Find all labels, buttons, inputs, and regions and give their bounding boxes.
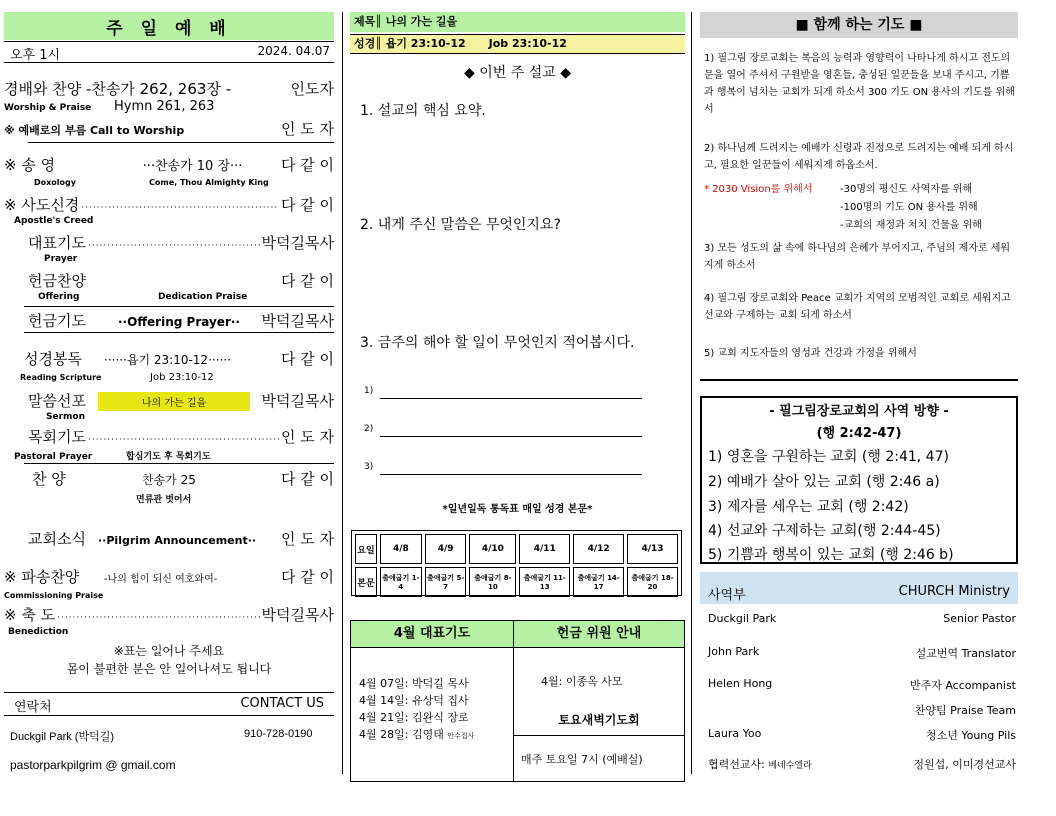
missionary-row: 협력선교사: 베네수엘라	[708, 758, 812, 771]
ministry-label-en: CHURCH Ministry	[898, 584, 1010, 599]
vision-item: -30명의 평신도 사역자를 위해	[840, 184, 973, 195]
order-item: Prayer	[44, 254, 78, 264]
reading-text-row: 본문 출애굽기 1-4 출애굽기 5-7 출애굽기 8-10 출애굽기 11-13 출애굽기 14-17 출애굽기 18-20	[355, 567, 678, 597]
reading-row-label: 요일	[355, 534, 377, 564]
column-divider-2	[691, 12, 692, 774]
question-2: 2. 내게 주신 말씀은 무엇인지요?	[360, 217, 561, 233]
sermon-header: ◆ 이번 주 설교 ◆	[464, 65, 571, 81]
staff-name: Duckgil Park	[708, 612, 777, 625]
order-item: 대표기도 ····· 박덕길목사	[4, 232, 334, 253]
order-item: Doxology Come, Thou Almighty King	[34, 178, 269, 187]
worship-title: 주 일 예 배	[4, 12, 334, 40]
divider	[28, 142, 334, 143]
staff-name: Helen Hong	[708, 677, 773, 690]
order-item: 헌금찬양 다 같 이	[28, 272, 334, 290]
contact-bar	[4, 692, 334, 716]
order-item: 헌금기도 ··Offering Prayer·· 박덕길목사	[28, 312, 334, 330]
contact-name: Duckgil Park (박덕길)	[10, 731, 115, 743]
reading-row-label: 본문	[355, 567, 377, 597]
direction-item: 3) 제자를 세우는 교회 (행 2:42)	[708, 499, 909, 515]
order-item: ※ 사도신경 ····· 다 같 이	[4, 194, 334, 215]
usher-title: 헌금 위원 안내	[514, 621, 684, 648]
staff-role: 찬양팀 Praise Team	[914, 704, 1016, 717]
answer-line-2[interactable]	[380, 436, 642, 437]
order-item: Benediction	[8, 627, 69, 637]
order-item: Offering Dedication Praise	[38, 292, 248, 302]
prayer-roster-item: 4월 28일: 김영태 안수집사	[359, 728, 475, 741]
prayer-roster-item: 4월 14일: 유상덕 집사	[359, 694, 469, 707]
reading-date-row: 요일 4/8 4/9 4/10 4/11 4/12 4/13	[355, 534, 678, 564]
reading-title: *일년일독 통독표 매일 성경 본문*	[442, 504, 593, 515]
question-1: 1. 설교의 핵심 요약.	[360, 103, 486, 119]
direction-item: 4) 선교와 구제하는 교회(행 2:44-45)	[708, 523, 941, 539]
divider	[24, 332, 334, 333]
divider	[24, 463, 334, 464]
prayer-roster-item: 4월 07일: 박덕길 목사	[359, 677, 469, 690]
order-item: ※ 예배로의 부름 Call to Worship 인 도 자	[4, 120, 334, 138]
april-box	[350, 620, 685, 782]
staff-name: Laura Yoo	[708, 727, 762, 740]
order-item: 목회기도 ····· 인 도 자	[4, 426, 334, 447]
time-date-bar	[4, 41, 334, 63]
direction-item: 1) 영혼을 구원하는 교회 (행 2:41, 47)	[708, 449, 949, 465]
usher-info: 4월: 이종옥 사모	[541, 675, 623, 688]
prayer-roster-item: 4월 21일: 김완식 장로	[359, 711, 469, 724]
contact-phone: 910-728-0190	[244, 728, 313, 740]
missionary-names: 정원섭, 이미경선교사	[913, 758, 1016, 771]
worship-column	[4, 12, 334, 782]
reading-table	[352, 531, 681, 600]
ministry-label-ko: 사역부	[708, 588, 746, 603]
direction-ref: (행 2:42-47)	[816, 426, 902, 441]
direction-item: 2) 예배가 살아 있는 교회 (행 2:46 a)	[708, 474, 940, 490]
question-3: 3. 금주의 해야 할 일이 무엇인지 적어봅시다.	[360, 335, 635, 351]
answer-line-3[interactable]	[380, 474, 642, 475]
prayer-title: ■ 함께 하는 기도 ■	[700, 12, 1018, 38]
order-item: Worship & Praise Hymn 261, 263	[4, 99, 215, 114]
order-item: 찬 양 찬송가 25 다 같 이	[32, 470, 334, 488]
prayer-item-3: 3) 모든 성도의 삶 속에 하나님의 은혜가 부어지고, 주님의 제자로 세워지게 하소서	[704, 243, 1011, 271]
worship-date: 2024. 04.07	[257, 44, 330, 58]
seated-note: 몸이 불편한 분은 안 일어나셔도 됩니다	[66, 662, 272, 676]
staff-role: Senior Pastor	[943, 612, 1016, 625]
staff-name: John Park	[708, 645, 760, 658]
sermon-title-highlight: 나의 가는 길을	[98, 392, 250, 411]
vision-item: -교회의 재정과 처치 건물을 위해	[840, 220, 982, 231]
order-item: 교회소식 ··Pilgrim Announcement·· 인 도 자	[28, 530, 334, 548]
prayer-roster-title: 4월 대표기도	[351, 621, 514, 648]
divider	[24, 306, 334, 307]
sermon-column	[350, 12, 685, 782]
ministry-header	[700, 572, 1018, 604]
blank-label: 2)	[364, 424, 374, 434]
order-item: Sermon	[46, 412, 85, 422]
prayer-item-4: 4) 필그림 장로교회와 Peace 교회가 지역의 모범적인 교회로 세워지고 선교와 구제하는 교회 되게 하소서	[704, 293, 1011, 321]
order-item: Apostle's Creed	[14, 216, 94, 226]
order-item: 경배와 찬양 -찬송가 262, 263장 - 인도자	[4, 80, 334, 98]
column-divider-1	[342, 12, 343, 774]
blank-label: 3)	[364, 462, 374, 472]
sermon-scripture-bar: 성경║ 욥기 23:10-12 Job 23:10-12	[350, 34, 685, 54]
order-item: Commissioning Praise	[4, 591, 104, 600]
prayer-item-2: 2) 하나님께 드려지는 예배가 신령과 진정으로 드려지는 예배 되게 하시고, 필요한 일꾼들이 세워지게 하옵소서.	[704, 143, 1014, 171]
staff-role: 설교번역 Translator	[915, 647, 1016, 660]
prayer-item-1: 1) 필그림 장로교회는 복음의 능력과 영향력이 나타나게 하시고 전도의 문을 열어 주셔서 구원받을 영혼들, 충성된 일꾼들을 보내 주시고, 기쁨과 행복이 넘치는 교회가 되게 하소서 300 기도 ON 용사의 기도를 위해서	[704, 53, 1015, 115]
staff-role: 반주자 Accompanist	[909, 679, 1016, 692]
contact-label-en: CONTACT US	[240, 696, 324, 711]
saturday-prayer-title: 토요새벽기도회	[514, 705, 684, 735]
contact-label-ko: 연락처	[14, 700, 52, 715]
answer-line-1[interactable]	[380, 398, 642, 399]
order-item: 면류관 벗어서	[136, 495, 192, 505]
sermon-title-bar: 제목║ 나의 가는 길을	[350, 12, 685, 32]
order-item: 말씀선포 나의 가는 길을 박덕길목사	[28, 392, 334, 410]
direction-item: 5) 기쁨과 행복이 있는 교회 (행 2:46 b)	[708, 547, 954, 563]
direction-box	[700, 396, 1018, 564]
blank-label: 1)	[364, 386, 374, 396]
prayer-item-5: 5) 교회 지도자들의 영성과 건강과 가정을 위해서	[704, 348, 917, 359]
order-item: Pastoral Prayer 합심기도 후 목회기도	[14, 452, 211, 462]
order-item: ※ 파송찬양 -나의 힘이 되신 여호와여- 다 같 이	[4, 568, 334, 586]
vision-item: -100명의 기도 ON 용사를 위해	[840, 202, 978, 213]
vision-label: * 2030 Vision를 위해서	[704, 184, 813, 195]
saturday-prayer-time: 매주 토요일 7시 (예배실)	[521, 753, 643, 766]
worship-time: 오후 1시	[10, 48, 61, 63]
divider	[700, 379, 1018, 381]
prayer-column	[700, 12, 1020, 782]
staff-role: 청소년 Young Pils	[925, 729, 1016, 742]
order-item: 성경봉독 ······욥기 23:10-12······ 다 같 이	[24, 350, 334, 368]
stand-note: ※표는 일어나 주세요	[113, 644, 225, 658]
direction-title: - 필그림장로교회의 사역 방향 -	[769, 404, 949, 419]
order-item: ※ 축 도 ····· 박덕길목사	[4, 604, 334, 625]
order-item: Reading Scripture Job 23:10-12	[20, 372, 214, 383]
order-item: ※ 송 영 ···찬송가 10 장··· 다 같 이	[4, 156, 334, 174]
contact-email[interactable]: pastorparkpilgrim @ gmail.com	[10, 758, 176, 772]
